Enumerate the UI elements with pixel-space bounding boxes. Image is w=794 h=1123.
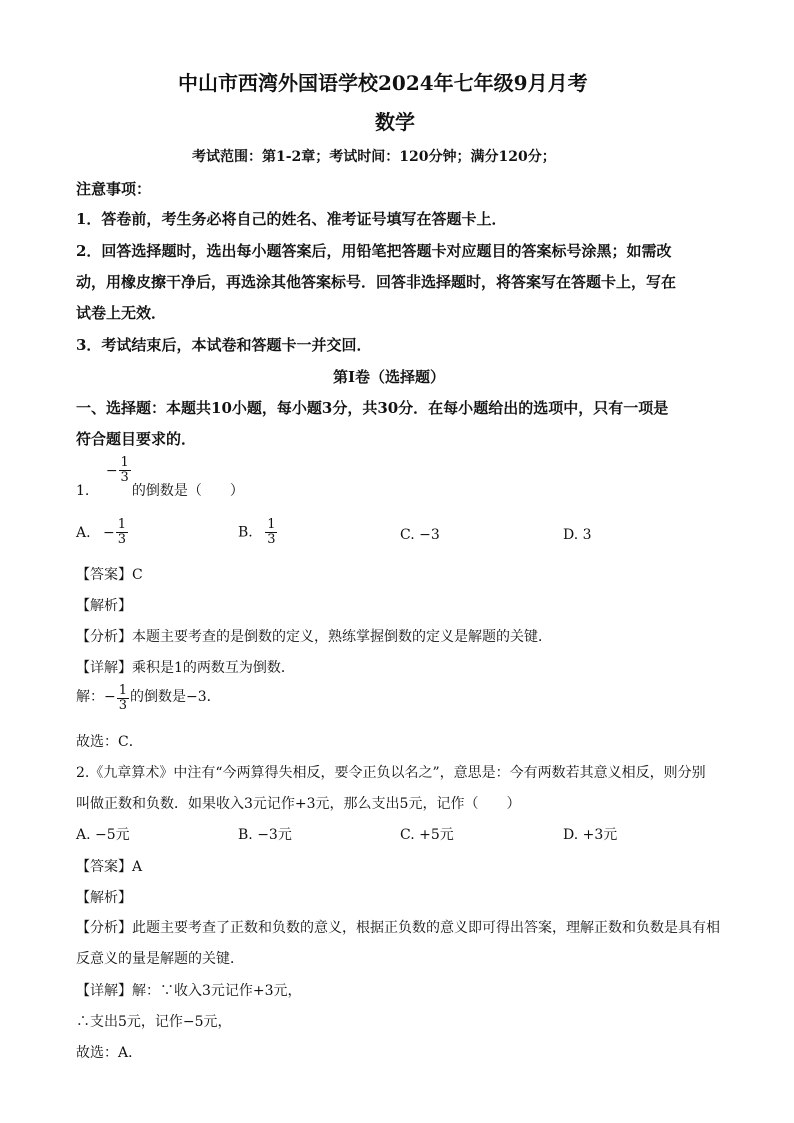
answer-2: 【答案】A xyxy=(76,859,143,875)
fraction-denominator: 3 xyxy=(117,532,127,547)
fraction-denominator: 3 xyxy=(267,532,276,547)
notes-heading: 注意事项： xyxy=(76,180,152,198)
notes-item-1: 1．答卷前，考生务必将自己的姓名、准考证号填写在答题卡上． xyxy=(76,210,507,228)
option-2b: B. −3元 xyxy=(238,827,292,843)
detail-1: 【详解】乘积是1的两数互为倒数． xyxy=(76,660,295,676)
section-intro-line-2: 符合题目要求的． xyxy=(76,430,197,448)
fraction-numerator: 1 xyxy=(120,455,129,470)
option-c: C. −3 xyxy=(400,527,440,543)
solution-fraction xyxy=(117,684,129,713)
fraction-denominator: 3 xyxy=(118,698,128,713)
option-2c: C. +5元 xyxy=(400,827,454,843)
solution-suffix: 的倒数是−3． xyxy=(130,688,221,705)
page-title: 中山市西湾外国语学校2024年七年级9月月考 xyxy=(178,71,588,95)
choose-1: 故选：C． xyxy=(76,734,143,750)
exam-info: 考试范围：第1-2章；考试时间：120分钟；满分120分； xyxy=(192,149,556,165)
question-2-line-2: 叫做正数和负数．如果收入3元记作+3元，那么支出5元，记作（ ） xyxy=(76,796,521,812)
fraction-numerator: 1 xyxy=(117,517,127,532)
option-a-minus: − xyxy=(103,524,115,541)
answer-1: 【答案】C xyxy=(76,567,143,583)
question-1-stem xyxy=(76,455,244,499)
option-2a: A. −5元 xyxy=(76,827,130,843)
minus-sign: − xyxy=(105,462,118,479)
option-b-label: B. xyxy=(238,524,253,541)
option-2d: D. +3元 xyxy=(563,827,618,843)
notes-item-2-line-1: 2．回答选择题时，选出每小题答案后，用铅笔把答题卡对应题目的答案标号涂黑；如需改 xyxy=(76,242,672,260)
fraction-denominator: 3 xyxy=(120,470,129,485)
option-b-fraction xyxy=(265,518,277,547)
notes-item-2-line-3: 试卷上无效． xyxy=(76,304,167,322)
notes-item-2-line-2: 动，用橡皮擦干净后，再选涂其他答案标号．回答非选择题时，将答案写在答题卡上，写在 xyxy=(76,273,677,291)
question-2-line-1: 2.《九章算术》中注有“今两算得失相反，要令正负以名之”，意思是：今有两数若其意义相反，则分别 xyxy=(76,765,706,781)
option-a-fraction xyxy=(116,518,128,547)
question-number: 1. xyxy=(76,482,90,499)
fenxi-2-line-1: 【分析】此题主要考查了正数和负数的意义，根据正负数的意义即可得出答案，理解正数和负数是具有相 xyxy=(76,920,720,936)
fraction-numerator: 1 xyxy=(267,517,276,532)
subject-title: 数学 xyxy=(375,110,415,134)
option-d: D. 3 xyxy=(563,527,592,543)
volume-heading: 第I卷（选择题） xyxy=(333,368,446,386)
section-intro-line-1: 一、选择题：本题共10小题，每小题3分，共30分．在每小题给出的选项中，只有一项是 xyxy=(76,399,669,417)
fenxi-2-line-2: 反意义的量是解题的关键． xyxy=(76,951,244,967)
option-a xyxy=(76,518,129,547)
therefore-2: ∴支出5元，记作−5元， xyxy=(76,1014,232,1030)
fraction-numerator: 1 xyxy=(118,683,128,698)
solution-prefix: 解：− xyxy=(76,688,116,705)
choose-2: 故选：A． xyxy=(76,1045,143,1061)
fraction xyxy=(119,456,131,485)
option-a-label: A. xyxy=(76,524,91,541)
fenxi-1: 【分析】本题主要考查的是倒数的定义，熟练掌握倒数的定义是解题的关键． xyxy=(76,629,552,645)
solution-1 xyxy=(76,684,221,713)
analysis-2: 【解析】 xyxy=(76,890,132,906)
option-b xyxy=(238,518,278,547)
detail-2: 【详解】解：∵收入3元记作+3元， xyxy=(76,983,302,999)
question-1-suffix: 的倒数是（ ） xyxy=(131,482,244,499)
notes-item-3: 3．考试结束后，本试卷和答题卡一并交回． xyxy=(76,336,372,354)
analysis-1: 【解析】 xyxy=(76,598,132,614)
